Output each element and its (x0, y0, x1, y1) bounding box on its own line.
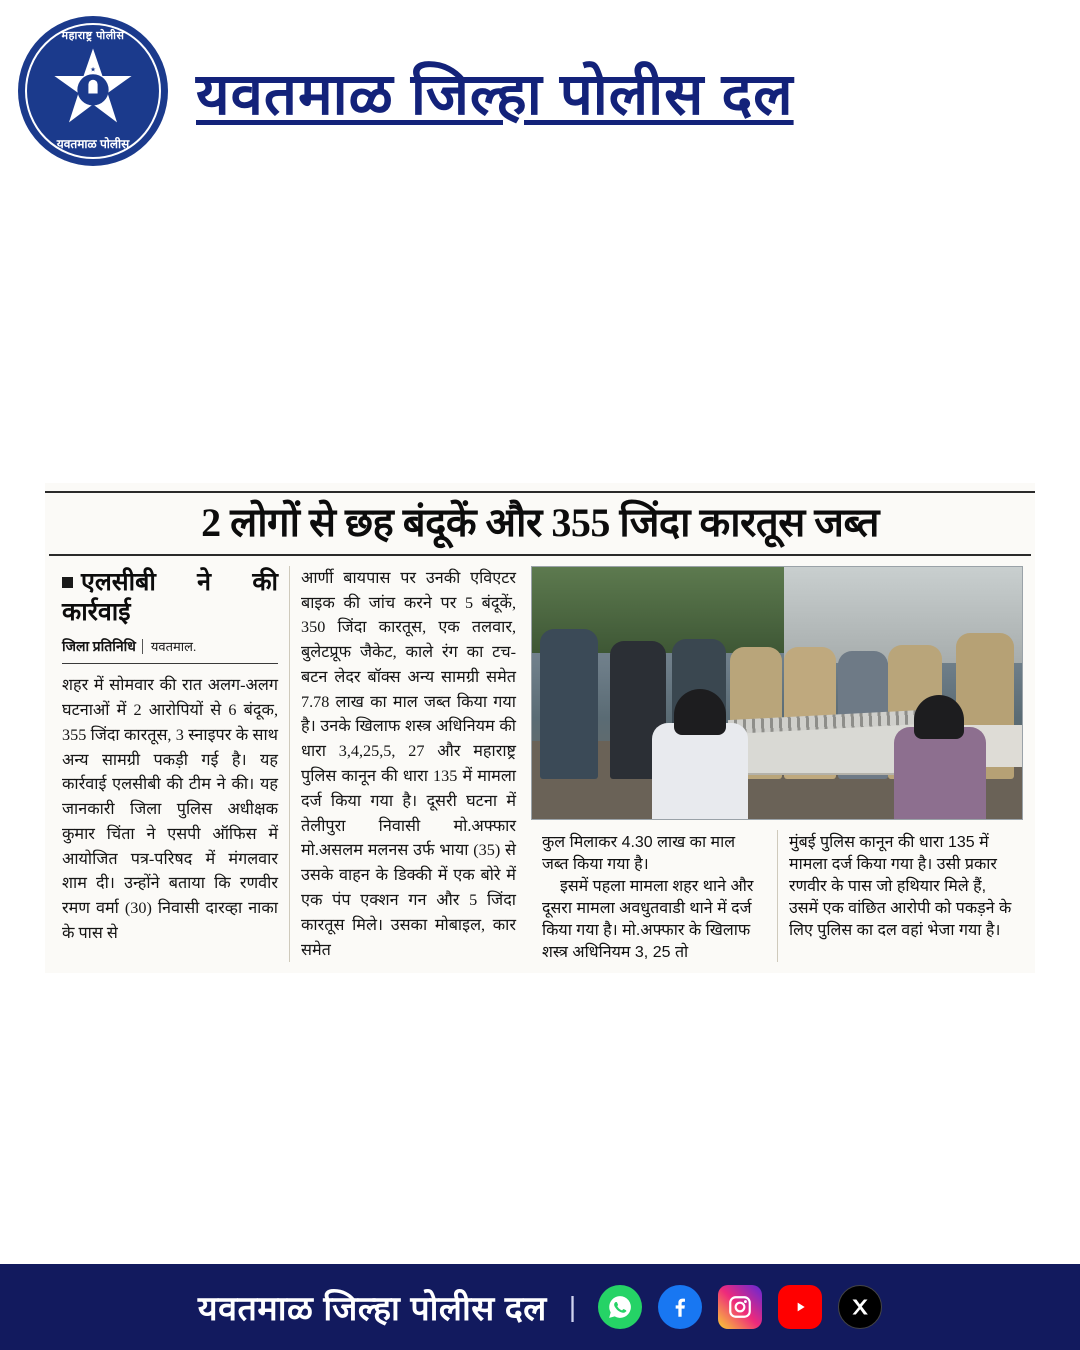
headline-bottom-rule (49, 554, 1031, 556)
photo-hood (674, 689, 726, 735)
headline-top-rule (45, 491, 1035, 493)
article-body-5: मुंबई पुलिस कानून की धारा 135 में मामला दर्ज किया गया है। उसी प्रकार रणवीर के पास जो हथियार मिले हैं, उसमें एक वांछित आरोपी को पकड़ने के लिए पुलिस का दल वहां भेजा गया है। (789, 833, 1012, 939)
square-bullet-icon (62, 577, 73, 588)
page-footer (0, 1264, 1080, 1350)
article-byline (62, 637, 278, 664)
article-column-4 (777, 830, 1023, 962)
maharashtra-police-emblem-logo (18, 16, 168, 166)
logo-top-text: महाराष्ट्र पोलीस (61, 30, 125, 42)
photo-accused-seated (894, 727, 986, 819)
logo-bottom-text: यवतमाळ पोलीस (56, 137, 130, 151)
photo-hood (914, 695, 964, 739)
youtube-icon[interactable] (778, 1285, 822, 1329)
article-bottom-columns (527, 830, 1029, 962)
instagram-icon[interactable] (718, 1285, 762, 1329)
byline-place: यवतमाल. (142, 639, 196, 654)
article-subhead-text: एलसीबी ने की कार्रवाई (62, 568, 278, 627)
article-body-3: कुल मिलाकर 4.30 लाख का माल जब्त किया गया है। (542, 833, 736, 873)
newspaper-clipping (45, 483, 1035, 973)
article-column-2 (289, 566, 527, 963)
footer-separator: | (568, 1291, 577, 1322)
facebook-icon[interactable] (658, 1285, 702, 1329)
svg-text:★: ★ (90, 66, 96, 74)
byline-author: जिला प्रतिनिधि (62, 639, 136, 655)
footer-title: यवतमाळ जिल्हा पोलीस दल (197, 1290, 547, 1328)
photo-accused-seated (652, 723, 748, 819)
photo-person (540, 629, 598, 779)
page-title: यवतमाळ जिल्हा पोलीस दल (196, 61, 794, 127)
whatsapp-icon[interactable] (598, 1285, 642, 1329)
article-body-4: इसमें पहला मामला शहर थाने और दूसरा मामला अवधुतवाडी थाने में दर्ज किया गया है। मो.अफ्फार के खिलाफ शस्त्र अधिनियम 3, 25 तो (542, 877, 754, 961)
police-star-icon (47, 42, 139, 134)
article-right-section (527, 566, 1029, 963)
page-header (0, 0, 1080, 182)
x-twitter-icon[interactable] (838, 1285, 882, 1329)
press-conference-photo (531, 566, 1023, 820)
article-body-1: शहर में सोमवार की रात अलग-अलग घटनाओं में 2 आरोपियों से 6 बंदूक, 355 जिंदा कारतूस, 3 स्नाइपर के साथ अन्य सामग्री पकड़ी गई है। यह कार्रवाई एलसीबी की टीम ने की। यह जानकारी जिला पुलिस अधीक्षक कुमार चिंता ने एसपी ऑफिस में आयोजित पत्र-परिषद में मंगलवार शाम दी। उन्होंने बताया कि रणवीर रमण वर्मा (30) निवासी दारव्हा नाका के पास से (62, 676, 278, 943)
article-column-3 (531, 830, 777, 962)
article-body-2: आर्णी बायपास पर उनकी एविएटर बाइक की जांच करने पर 5 बंदूकें, 350 जिंदा कारतूस, एक तलवार, बुलेटप्रूफ जैकेट, काले रंग का टच-बटन लेदर बॉक्स अन्य सामग्री समेत 7.78 लाख का माल जब्त किया गया है। उनके खिलाफ शस्त्र अधिनियम की धारा 3,4,25,5, 27 और महाराष्ट्र पुलिस कानून की धारा 135 में मामला दर्ज किया गया है। दूसरी घटना में तेलीपुरा निवासी मो.अफ्फार मो.असलम मलनस उर्फ भाया (35) से उसके वाहन के डिक्की में एक बोरे में एक पंप एक्शन गन और 5 जिंदा कारतूस मिले। उसका मोबाइल, कार समेत (301, 568, 516, 959)
article-columns (45, 566, 1035, 963)
article-column-1 (51, 566, 289, 963)
article-headline: 2 लोगों से छह बंदूकें और 355 जिंदा कारतूस जब्त (201, 500, 879, 545)
article-subhead (62, 568, 278, 629)
